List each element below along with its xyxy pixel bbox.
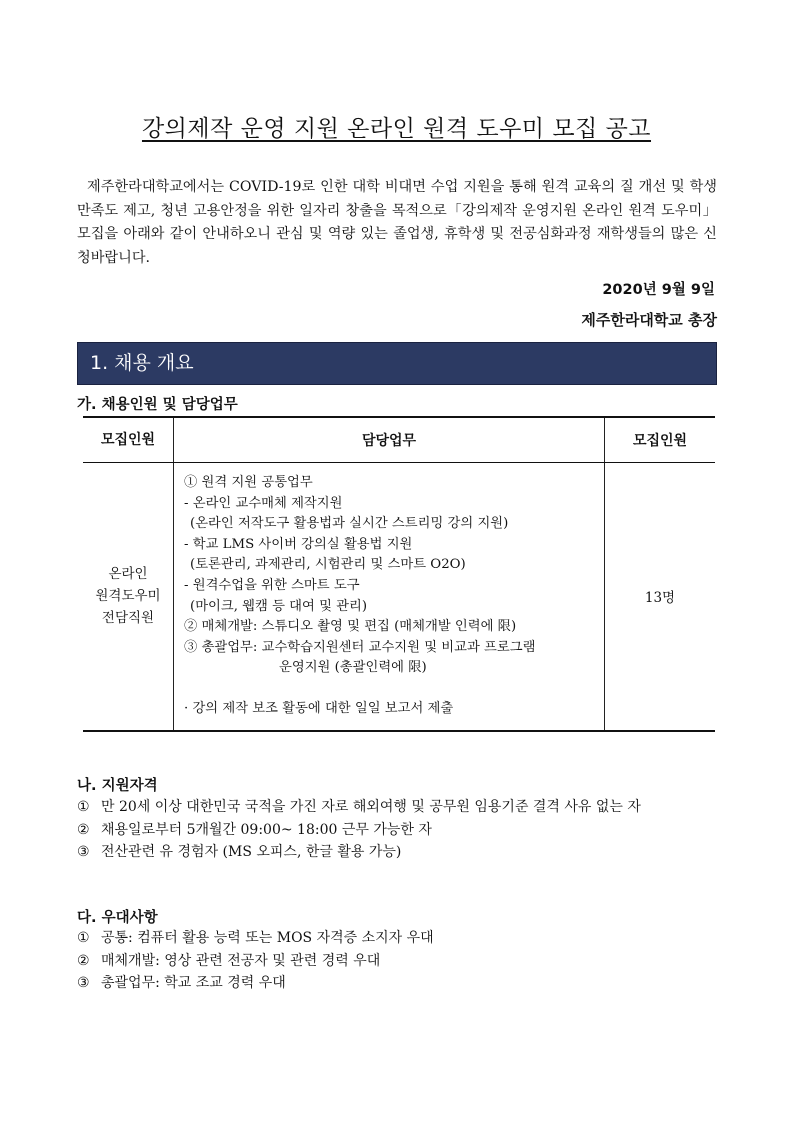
list-item bbox=[77, 927, 717, 950]
duty-line: (마이크, 웹캠 등 대여 및 관리) bbox=[190, 598, 368, 614]
intro-paragraph: 제주한라대학교에서는 COVID-19로 인한 대학 비대면 수업 지원을 통해 원격 교육의 질 개선 및 학생 만족도 제고, 청년 고용안정을 위한 일자리 창출을 목적으로「강의제작 운영지원 온라인 원격 도우미」모집을 아래와 같이 안내하오니 관심 및 역량 있는 졸업생, 휴학생 및 전공심화과정 재학생들의 많은 신청바랍니다. bbox=[77, 179, 717, 266]
list-item bbox=[77, 841, 717, 864]
announcement-date: 2020년 9월 9일 bbox=[602, 282, 715, 298]
duty-line: ① 원격 지원 공통업무 bbox=[184, 475, 313, 490]
duties-cell bbox=[174, 463, 605, 731]
subsection-heading-c: 다. 우대사항 bbox=[77, 910, 158, 926]
subsection-heading-b: 나. 지원자격 bbox=[77, 778, 158, 794]
position-line: 전담직원 bbox=[101, 610, 155, 627]
duty-line: ② 매체개발: 스튜디오 촬영 및 편집 (매체개발 인력에 限) bbox=[184, 619, 517, 635]
qualifications-list bbox=[77, 796, 717, 864]
duty-line: · 강의 제작 보조 활동에 대한 일일 보고서 제출 bbox=[184, 700, 454, 716]
position-line: 원격도우미 bbox=[95, 588, 161, 605]
list-text: 채용일로부터 5개월간 09:00~ 18:00 근무 가능한 자 bbox=[101, 821, 432, 838]
table-header-cell: 모집인원 bbox=[605, 417, 716, 463]
list-number: ② bbox=[77, 821, 90, 838]
list-item bbox=[77, 950, 717, 973]
count-cell: 13명 bbox=[605, 463, 716, 731]
list-number: ③ bbox=[77, 844, 90, 860]
duty-line: - 원격수업을 위한 스마트 도구 bbox=[184, 577, 360, 593]
duty-line: (온라인 저작도구 활용법과 실시간 스트리밍 강의 지원) bbox=[190, 516, 509, 532]
list-text: 만 20세 이상 대한민국 국적을 가진 자로 해외여행 및 공무원 임용기준 결격 사유 없는 자 bbox=[101, 799, 641, 815]
duty-line: - 학교 LMS 사이버 강의실 활용법 지원 bbox=[184, 536, 413, 552]
table-header-cell: 담당업무 bbox=[174, 417, 605, 463]
list-text: 공통: 컴퓨터 활용 능력 또는 MOS 자격증 소지자 우대 bbox=[101, 930, 434, 946]
subsection-heading-a: 가. 채용인원 및 담당업무 bbox=[77, 397, 238, 413]
list-text: 전산관련 유 경험자 (MS 오피스, 한글 활용 가능) bbox=[101, 844, 402, 860]
list-text: 매체개발: 영상 관련 전공자 및 관련 경력 우대 bbox=[101, 952, 381, 969]
table-row bbox=[83, 463, 715, 731]
list-item bbox=[77, 796, 717, 819]
table-header-row bbox=[83, 417, 715, 463]
list-text: 총괄업무: 학교 조교 경력 우대 bbox=[101, 975, 286, 991]
duty-line: ③ 총괄업무: 교수학습지원센터 교수지원 및 비교과 프로그램 bbox=[184, 639, 536, 655]
duty-line: - 온라인 교수매체 제작지원 bbox=[184, 495, 343, 511]
list-item bbox=[77, 972, 717, 995]
list-number: ① bbox=[77, 799, 90, 815]
signer: 제주한라대학교 총장 bbox=[581, 311, 717, 329]
list-number: ③ bbox=[77, 975, 90, 991]
list-number: ② bbox=[77, 952, 90, 969]
duty-line: (토론관리, 과제관리, 시험관리 및 스마트 O2O) bbox=[190, 557, 466, 573]
recruitment-table bbox=[83, 416, 715, 732]
duty-line: 운영지원 (총괄인력에 限) bbox=[279, 660, 427, 676]
list-number: ① bbox=[77, 930, 90, 946]
table-header-cell: 모집인원 bbox=[83, 417, 174, 463]
position-cell bbox=[83, 463, 174, 731]
position-line: 온라인 bbox=[108, 566, 148, 583]
document-title: 강의제작 운영 지원 온라인 원격 도우미 모집 공고 bbox=[141, 116, 652, 142]
list-item bbox=[77, 819, 717, 842]
preferences-list bbox=[77, 927, 717, 995]
section-header: 1. 채용 개요 bbox=[77, 342, 717, 385]
